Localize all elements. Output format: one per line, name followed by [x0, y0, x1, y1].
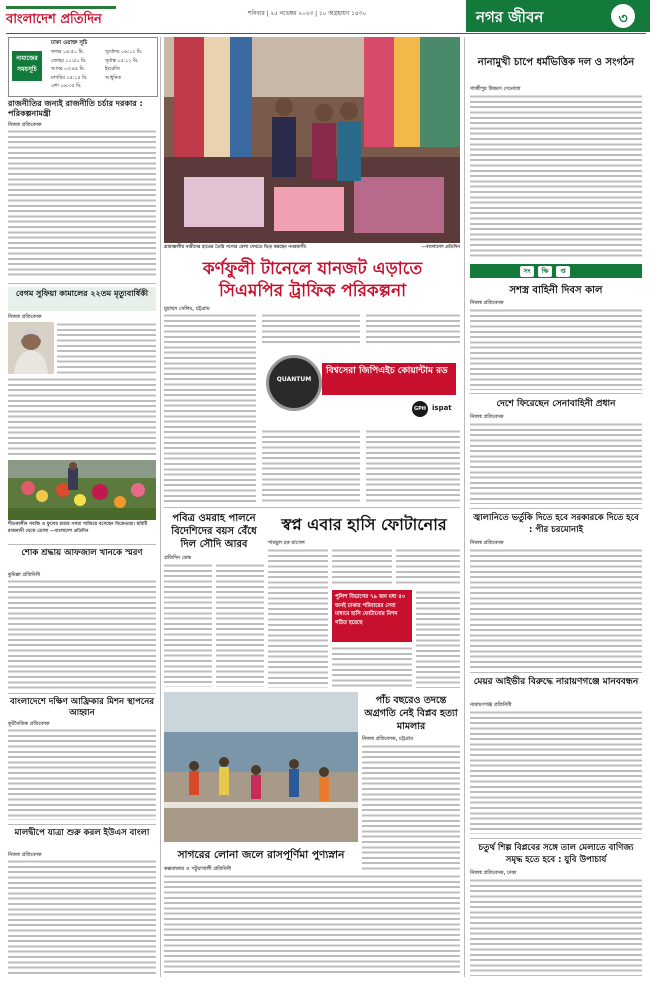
politics-body — [8, 129, 156, 279]
mayor-byline: নিজস্ব প্রতিবেদক — [470, 540, 504, 546]
divider — [8, 283, 156, 284]
prayer-row: আসর ০৩:৪৫ মি. — [51, 67, 86, 72]
mayor-body — [470, 548, 642, 668]
ad-text: বিশ্বসেরা জিপিএইচ কোয়ান্টাম রড — [326, 366, 448, 376]
ad-badge-text: QUANTUM — [276, 376, 312, 383]
africa-headline: বাংলাদেশে দক্ষিণ আফ্রিকার মিশন স্থাপনের আহ্বান — [9, 697, 155, 718]
prayer-right-row: আধুনিক — [105, 75, 121, 81]
army-chief-byline: নিজস্ব প্রতিবেদক — [470, 414, 504, 420]
karnaphuli-body-col2 — [262, 313, 360, 343]
dream-byline: শামছুল হক রাসেল — [268, 540, 305, 546]
five-years-byline: নিজস্ব প্রতিবেদক, চট্টগ্রাম — [362, 736, 413, 742]
politics-headline: রাজনীতির জন্যই রাজনীতি চর্চার দরকার : পরিকল্পনামন্ত্রী — [8, 99, 143, 118]
dream-highlight-box — [332, 590, 412, 642]
flower-market-photo — [8, 460, 156, 520]
section-title: নগর জীবন — [476, 8, 544, 26]
sea-body — [164, 874, 460, 976]
prayer-row: ফজর ০৪:৫০ মি. — [51, 50, 85, 55]
sangkhipta-letter: সং — [520, 266, 534, 277]
handicraft-fair-photo — [164, 37, 460, 243]
dream-body-col3b — [416, 590, 460, 688]
africa-body — [8, 728, 156, 820]
masthead-rule — [6, 33, 646, 34]
sangkhipta-letter: প্ত — [556, 266, 570, 277]
divider — [8, 693, 156, 694]
industrial-body — [470, 878, 642, 976]
section-header — [466, 0, 650, 32]
human-chain-headline: মেয়র আইভীর বিরুদ্ধে নারায়ণগঞ্জে মানববন্ধন — [473, 677, 639, 687]
highlight-text: পুলিশ বিভাগের ৭৯ জন মধ্য ৫০ জনই ঢাকার পরিবারের সেবা মাধ্যমে হাসি ফোটানোর মিশন গঠিত হয়েছে — [335, 594, 406, 626]
prayer-label-text: নামাজের সময়সূচি — [16, 55, 38, 73]
five-years-body — [362, 744, 460, 872]
logo — [6, 4, 116, 34]
africa-byline: কূটনৈতিক প্রতিবেদক — [8, 721, 50, 727]
divider — [470, 393, 642, 394]
ad-badge — [266, 355, 322, 411]
prayer-right-rows — [105, 49, 155, 83]
karnaphuli-body-col2b — [262, 429, 360, 503]
divider — [164, 507, 460, 508]
begum-sufia-byline: নিজস্ব প্রতিবেদক — [8, 314, 42, 320]
dream-body-col2 — [332, 548, 392, 586]
divider — [470, 672, 642, 673]
prayer-box-label — [12, 51, 42, 81]
begum-sufia-headline: বেগম সুফিয়া কামালের ২২তম মৃত্যুবার্ষিকী — [15, 289, 149, 298]
begum-sufia-box — [8, 287, 156, 311]
quantum-rod-ad[interactable] — [262, 347, 460, 425]
masthead — [0, 0, 650, 40]
ad-brand1: GPH — [414, 406, 426, 412]
politics-byline: নিজস্ব প্রতিবেদক — [8, 122, 42, 128]
industrial-byline: নিজস্ব প্রতিবেদক, ঢাকা — [470, 870, 517, 876]
caption-credit: —বাংলাদেশ প্রতিদিন — [50, 528, 89, 534]
handicraft-fair-caption — [164, 245, 460, 252]
begum-sufia-body-side — [57, 322, 156, 374]
date-line: শনিবার | ২৫ নভেম্বর ২০২৩ | ১০ অগ্রহায়ণ ১৪৩০ — [248, 11, 367, 17]
condolence-body — [8, 579, 156, 689]
karnaphuli-body-col3b — [366, 429, 460, 503]
human-chain-body — [470, 710, 642, 834]
prayer-right-row: ইংরেজি — [105, 67, 120, 72]
column-rule — [464, 37, 465, 977]
maldives-headline: মালদ্বীপে যাত্রা শুরু করল ইউএস বাংলা — [14, 828, 150, 838]
divider — [8, 544, 156, 545]
sangkhipta-banner — [470, 264, 642, 278]
army-chief-headline: দেশে ফিরেছেন সেনাবাহিনী প্রধান — [496, 399, 616, 409]
flower-market-caption — [8, 522, 156, 535]
ad-banner — [322, 363, 456, 395]
page-number: ৩ — [618, 11, 628, 27]
ad-brand2: ispat — [432, 404, 452, 412]
prayer-rows — [51, 49, 101, 92]
pressure-headline: নানামুখী চাপে ধর্মভিত্তিক দল ও সংগঠন — [477, 57, 635, 68]
prayer-row: জোহর ১১:৫০ মি. — [51, 58, 87, 64]
caption-text: গ্রামাঞ্চলীয় নারীদের হাতের তৈরি পণ্যের মেলা দেখতে ভিড় করছেন নগরবাসী। — [164, 245, 307, 250]
prayer-row: এশা ০৬:৩৫ মি. — [51, 84, 82, 89]
karnaphuli-byline: মুহাম্মদ সেলিম, চট্টগ্রাম — [164, 306, 210, 312]
begum-sufia-portrait — [8, 322, 54, 374]
dream-body-col3 — [396, 548, 460, 586]
prayer-right-row: সূর্যাস্ত ০৫:১২ মি. — [105, 58, 139, 64]
pressure-byline: গাজীপুর উত্তরণ সেনোতা — [470, 86, 521, 92]
divider — [470, 838, 642, 839]
divider — [8, 824, 156, 825]
karnaphuli-body-col1 — [164, 313, 256, 503]
karnaphuli-body-col3 — [366, 313, 460, 343]
condolence-headline: শোক শ্রদ্ধায় আফজাল খানকে স্মরণ — [21, 548, 143, 558]
saudi-body-col2 — [216, 563, 264, 687]
armed-forces-byline: নিজস্ব প্রতিবেদক — [470, 300, 504, 306]
armed-forces-headline: সশস্ত্র বাহিনী দিবস কাল — [509, 285, 603, 296]
saudi-headline: পবিত্র ওমরাহ পালনে বিদেশিদের বয়স বেঁধে দিল সৌদি আরব — [171, 513, 257, 550]
five-years-headline: পাঁচ বছরেও তদন্তে অগ্রগতি নেই বিপ্লব হত্যা মামলার — [364, 695, 458, 732]
karnaphuli-headline: কর্ণফুলী টানেলে যানজট এড়াতে সিএমপির ট্রাফিক পরিকল্পনা — [202, 259, 423, 301]
dream-headline: স্বপ্ন এবার হাসি ফোটানোর — [281, 515, 447, 534]
prayer-box — [8, 37, 158, 97]
army-chief-body — [470, 422, 642, 504]
divider — [470, 508, 642, 509]
prayer-box-title: ঢাকা ওয়াক্ত সূচি — [51, 40, 88, 46]
ad-brand-logo — [412, 401, 428, 417]
logo-text: বাংলাদেশ প্রতিদিন — [6, 12, 102, 27]
sangkhipta-letters — [520, 266, 600, 277]
sea-headline: সাগরের লোনা জলে রাসপূর্ণিমা পুণ্যস্নান — [177, 849, 345, 861]
mayor-headline: জ্বালানিতে ভর্তুকি দিতে হবে সরকারকে দিতে হবে : পীর চরমোনাই — [473, 513, 639, 535]
sea-byline: কক্সবাজার ও পটুয়াখালী প্রতিনিধি — [164, 866, 231, 872]
condolence-byline: কুমিল্লা প্রতিনিধি — [8, 572, 41, 578]
saudi-body-col1 — [164, 563, 212, 687]
caption-credit: —বাংলাদেশ প্রতিদিন — [421, 245, 460, 250]
dream-body-col2b — [332, 646, 412, 688]
page-number-badge — [611, 4, 635, 28]
maldives-body — [8, 859, 156, 975]
ras-purnima-photo — [164, 692, 358, 842]
industrial-headline: চতুর্থ শিল্প বিপ্লবের সঙ্গে তাল মেলাতে বাণিজ্য সমৃদ্ধ হতে হবে : যুবি উপাচার্য — [478, 843, 634, 865]
begum-sufia-body — [8, 377, 156, 457]
caption-text: শীতকালীন সবজি ও ফুলের চারার পসরা সাজিয়ে বসেছেন বিক্রেতারা। ছবিটি রাজধানী থেকে তোলা — [8, 522, 148, 534]
maldives-byline: নিজস্ব প্রতিবেদক — [8, 852, 42, 858]
sangkhipta-letter: ক্ষি — [538, 266, 552, 277]
prayer-right-row: সূর্যোদয় ০৬:১২ মি. — [105, 50, 143, 55]
saudi-byline: প্রতিদিন ডেস্ক — [164, 555, 192, 561]
prayer-row: মাগরিব ০৫:১৫ মি. — [51, 75, 88, 81]
logo-bar — [6, 6, 116, 9]
human-chain-byline: নারায়ণগঞ্জ প্রতিনিধি — [470, 702, 512, 708]
armed-forces-body — [470, 308, 642, 390]
dream-body-col1 — [268, 548, 328, 688]
pressure-body — [470, 94, 642, 258]
column-rule — [160, 37, 161, 977]
